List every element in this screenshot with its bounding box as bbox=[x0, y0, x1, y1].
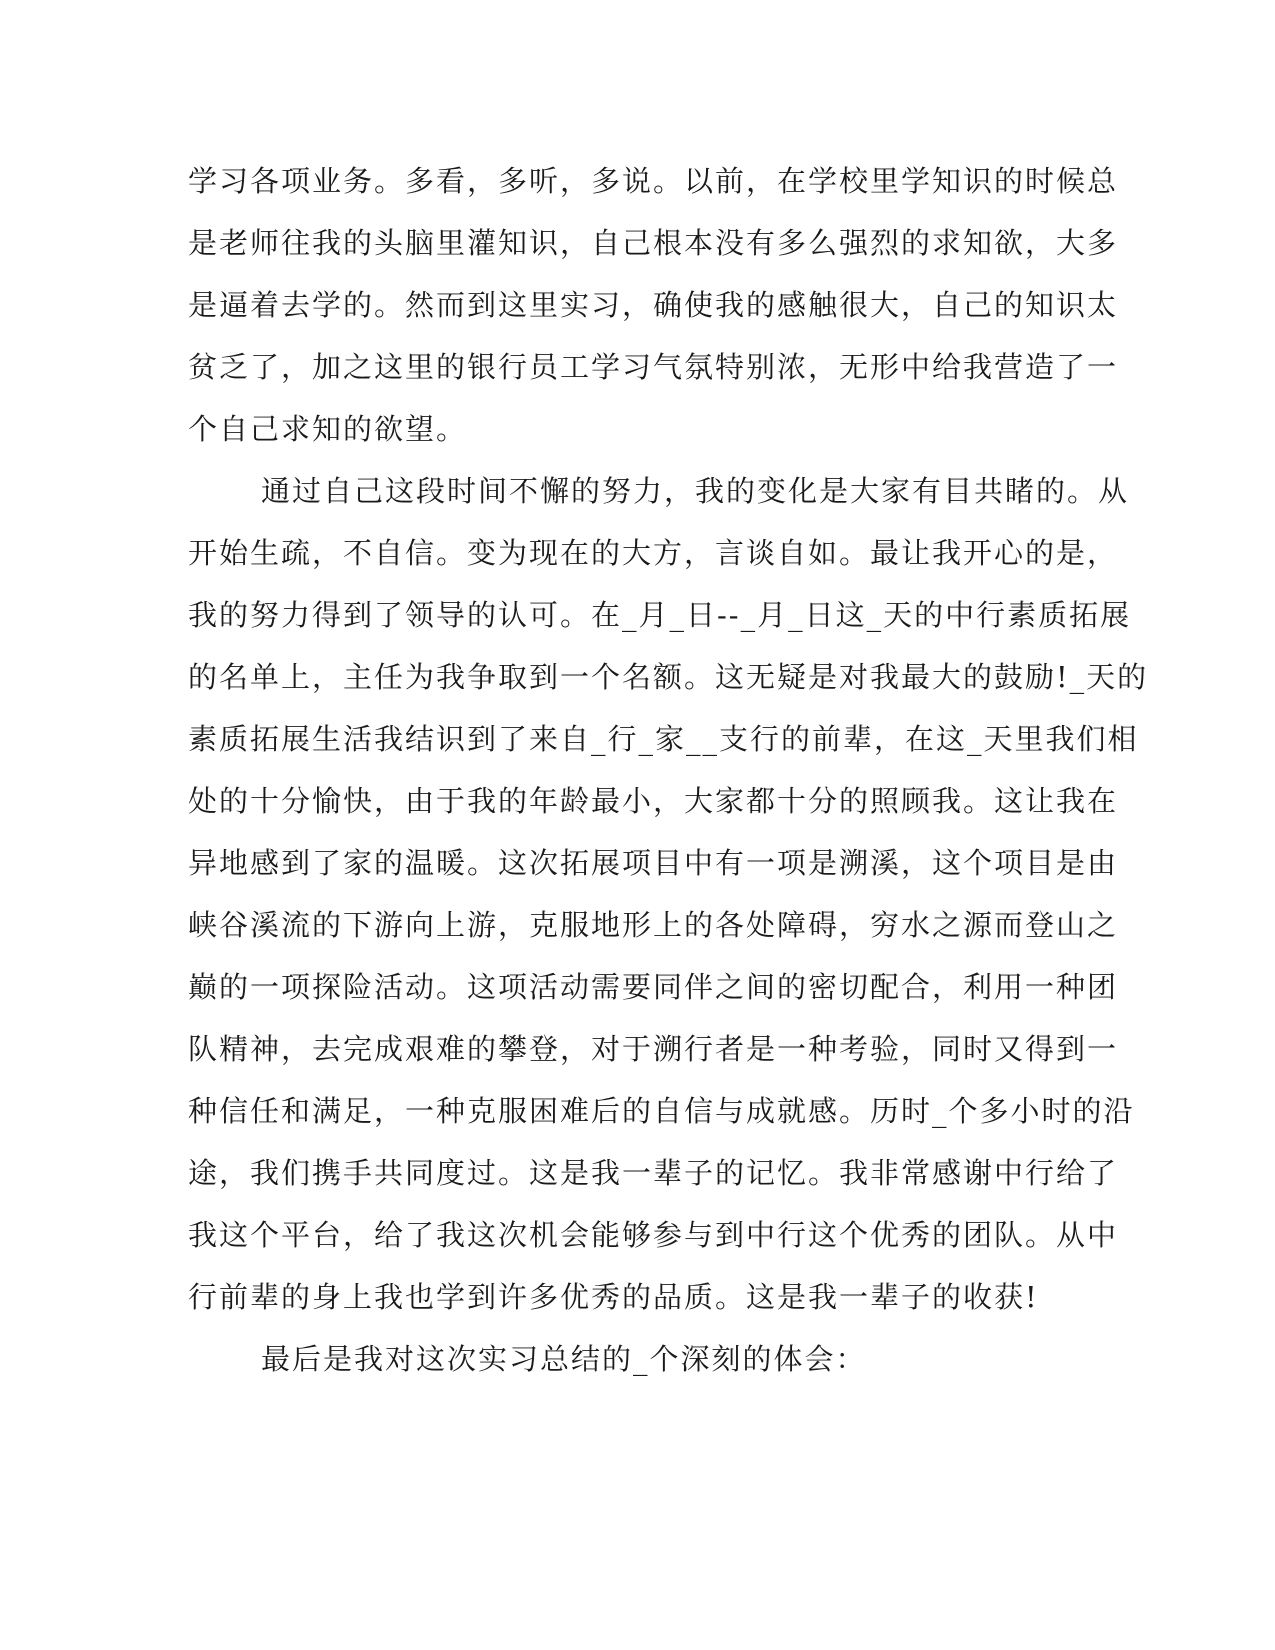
paragraph-2-line-1: 通过自己这段时间不懈的努力，我的变化是大家有目共睹的。从 bbox=[261, 474, 1130, 508]
paragraph-2-line-9: 巅的一项探险活动。这项活动需要同伴之间的密切配合，利用一种团 bbox=[188, 970, 1119, 1004]
paragraph-2-line-3: 我的努力得到了领导的认可。在_月_日--_月_日这_天的中行素质拓展 bbox=[188, 598, 1132, 632]
paragraph-2-line-4: 的名单上，主任为我争取到一个名额。这无疑是对我最大的鼓励!_天的 bbox=[188, 660, 1149, 694]
paragraph-1-line-5: 个自己求知的欲望。 bbox=[188, 412, 468, 446]
paragraph-2-line-2: 开始生疏，不自信。变为现在的大方，言谈自如。最让我开心的是， bbox=[188, 536, 1119, 570]
paragraph-1-line-1: 学习各项业务。多看，多听，多说。以前，在学校里学知识的时候总 bbox=[188, 164, 1119, 198]
paragraph-1-line-4: 贫乏了，加之这里的银行员工学习气氛特别浓，无形中给我营造了一 bbox=[188, 350, 1119, 384]
paragraph-2-line-7: 异地感到了家的温暖。这次拓展项目中有一项是溯溪，这个项目是由 bbox=[188, 846, 1119, 880]
paragraph-2-line-8: 峡谷溪流的下游向上游，克服地形上的各处障碍，穷水之源而登山之 bbox=[188, 908, 1119, 942]
paragraph-2-line-10: 队精神，去完成艰难的攀登，对于溯行者是一种考验，同时又得到一 bbox=[188, 1032, 1119, 1066]
paragraph-2-line-13: 我这个平台，给了我这次机会能够参与到中行这个优秀的团队。从中 bbox=[188, 1218, 1119, 1252]
paragraph-2-line-11: 种信任和满足，一种克服困难后的自信与成就感。历时_个多小时的沿 bbox=[188, 1094, 1135, 1128]
paragraph-1-line-2: 是老师往我的头脑里灌知识，自己根本没有多么强烈的求知欲，大多 bbox=[188, 226, 1119, 260]
paragraph-2-line-5: 素质拓展生活我结识到了来自_行_家__支行的前辈，在这_天里我们相 bbox=[188, 722, 1139, 756]
paragraph-2-line-6: 处的十分愉快，由于我的年龄最小，大家都十分的照顾我。这让我在 bbox=[188, 784, 1119, 818]
paragraph-1-line-3: 是逼着去学的。然而到这里实习，确使我的感触很大，自己的知识太 bbox=[188, 288, 1119, 322]
paragraph-3-line-1: 最后是我对这次实习总结的_个深刻的体会： bbox=[261, 1342, 867, 1376]
paragraph-2-line-14: 行前辈的身上我也学到许多优秀的品质。这是我一辈子的收获! bbox=[188, 1280, 1039, 1314]
paragraph-2-line-12: 途，我们携手共同度过。这是我一辈子的记忆。我非常感谢中行给了 bbox=[188, 1156, 1119, 1190]
document-body bbox=[188, 150, 1149, 1390]
